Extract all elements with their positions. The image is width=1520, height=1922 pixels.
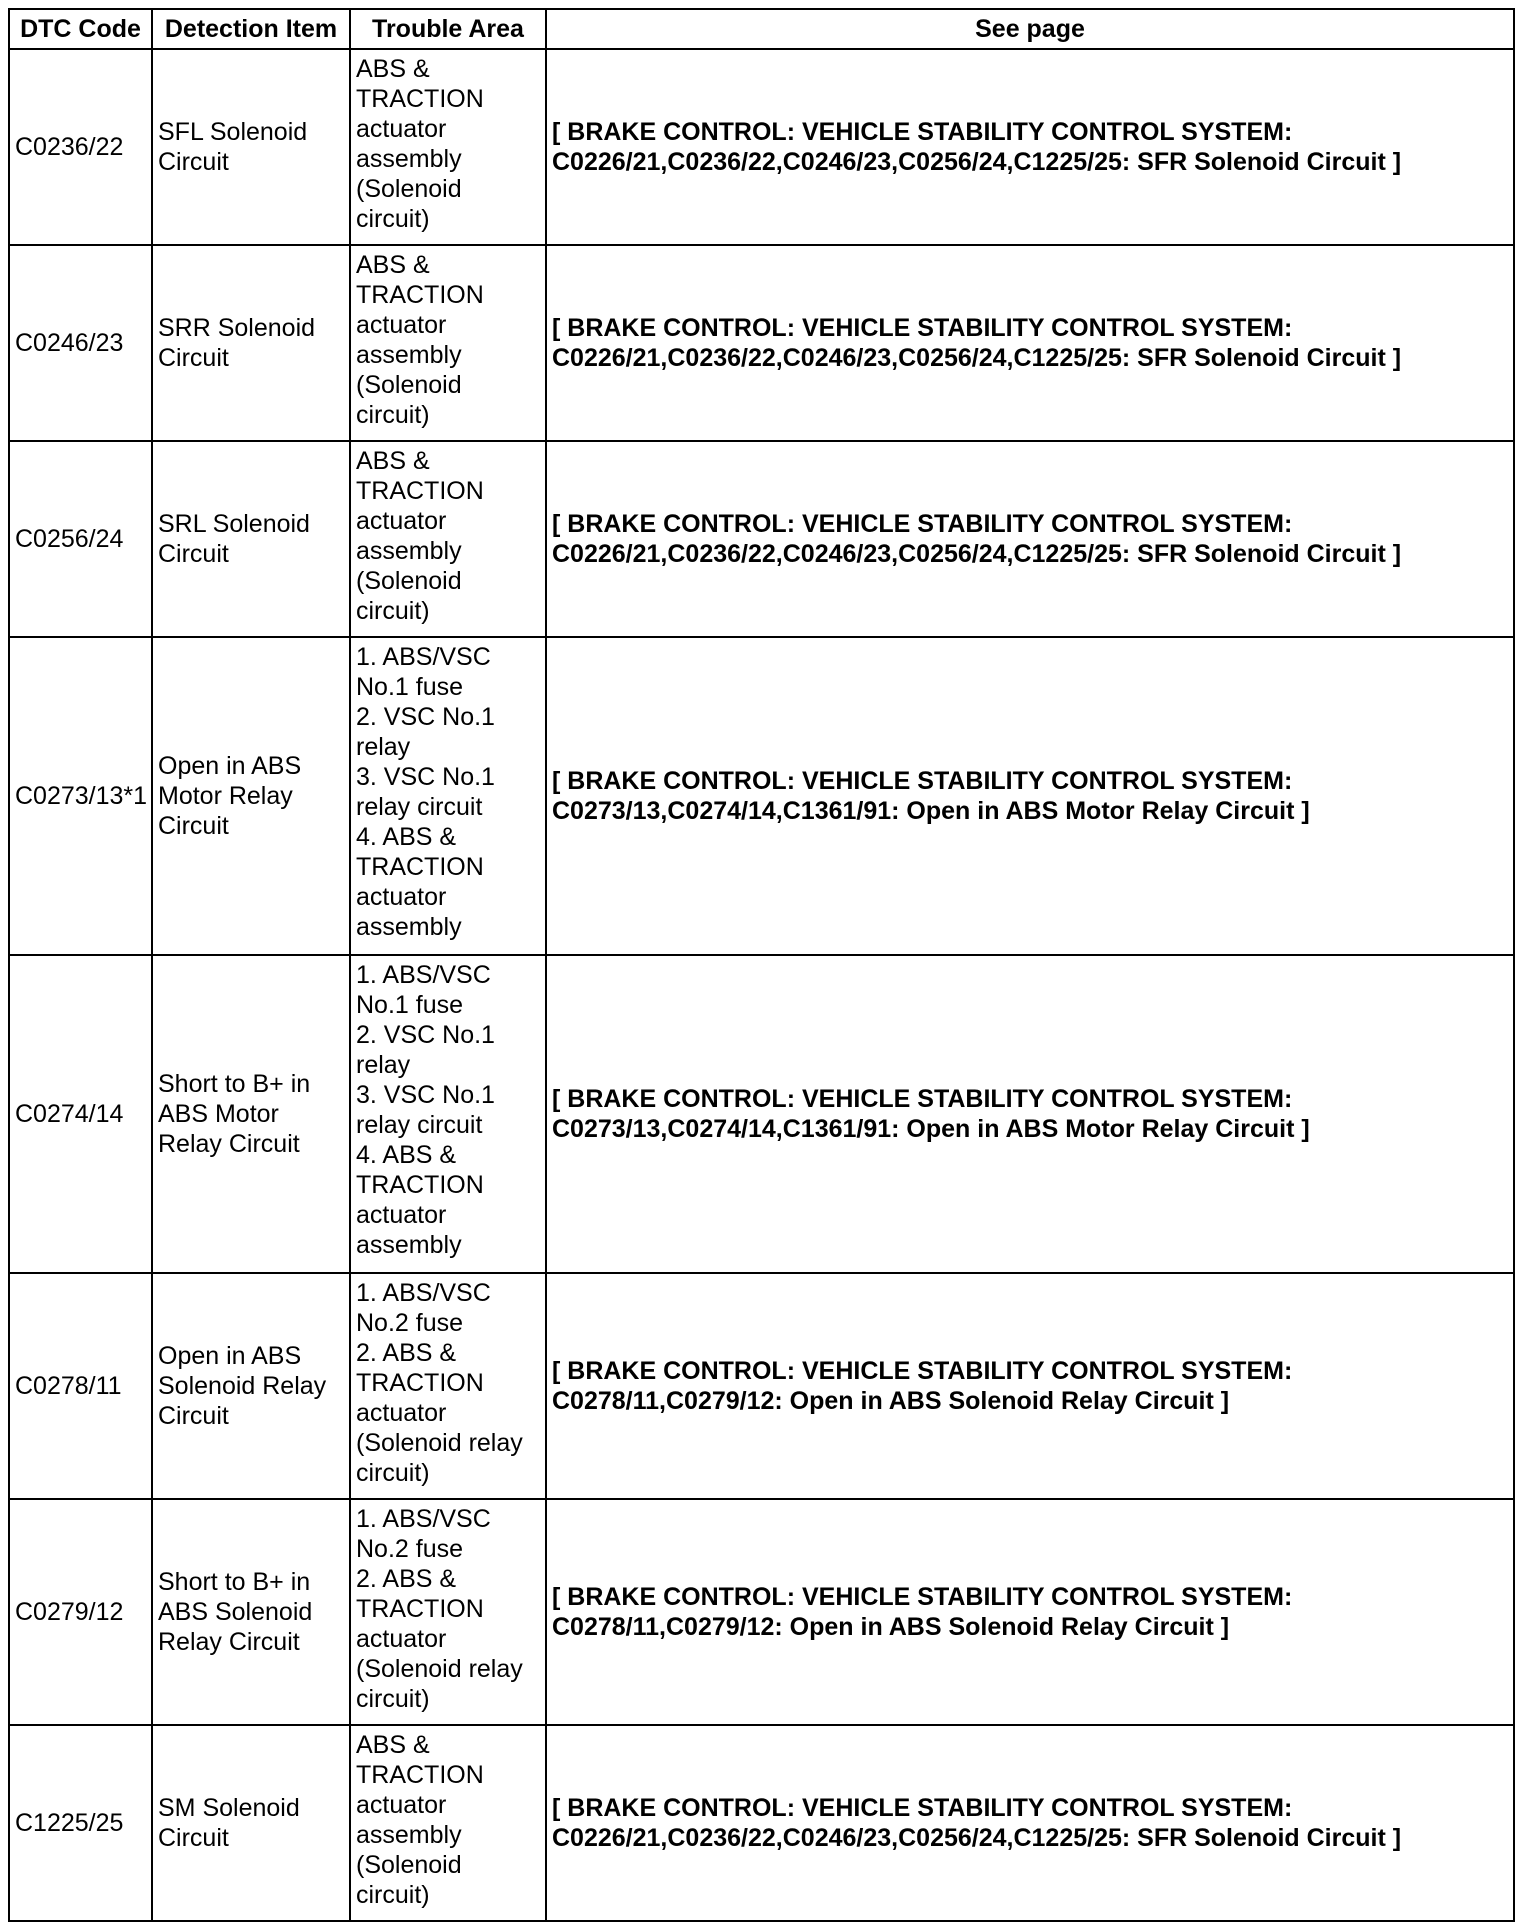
dtc-code: C0274/14 [9,955,152,1273]
dtc-code: C0236/22 [9,49,152,245]
detection-item: SRL Solenoid Circuit [152,441,350,637]
table-row [9,1725,1514,1921]
dtc-code: C0246/23 [9,245,152,441]
dtc-code: C0256/24 [9,441,152,637]
trouble-area: ABS & TRACTION actuator assembly (Solenoid circuit) [350,1725,546,1921]
see-page-link[interactable]: [ BRAKE CONTROL: VEHICLE STABILITY CONTROL SYSTEM: C0226/21,C0236/22,C0246/23,C0256/24,C1225/25: SFR Solenoid Circuit ] [546,1725,1514,1921]
table-row [9,441,1514,637]
header-trouble-area: Trouble Area [350,9,546,49]
see-page-link[interactable]: [ BRAKE CONTROL: VEHICLE STABILITY CONTROL SYSTEM: C0226/21,C0236/22,C0246/23,C0256/24,C1225/25: SFR Solenoid Circuit ] [546,441,1514,637]
header-see-page: See page [546,9,1514,49]
header-detection-item: Detection Item [152,9,350,49]
header-dtc-code: DTC Code [9,9,152,49]
dtc-table-container [8,8,1513,1909]
dtc-code: C0273/13*1 [9,637,152,955]
trouble-area: ABS & TRACTION actuator assembly (Solenoid circuit) [350,49,546,245]
detection-item: SRR Solenoid Circuit [152,245,350,441]
dtc-table [8,8,1515,1922]
detection-item: Short to B+ in ABS Motor Relay Circuit [152,955,350,1273]
table-row [9,1499,1514,1725]
see-page-link[interactable]: [ BRAKE CONTROL: VEHICLE STABILITY CONTROL SYSTEM: C0273/13,C0274/14,C1361/91: Open in ABS Motor Relay Circuit ] [546,955,1514,1273]
trouble-area: 1. ABS/VSC No.2 fuse 2. ABS & TRACTION actuator (Solenoid relay circuit) [350,1273,546,1499]
detection-item: SFL Solenoid Circuit [152,49,350,245]
table-row [9,955,1514,1273]
see-page-link[interactable]: [ BRAKE CONTROL: VEHICLE STABILITY CONTROL SYSTEM: C0278/11,C0279/12: Open in ABS Solenoid Relay Circuit ] [546,1273,1514,1499]
see-page-link[interactable]: [ BRAKE CONTROL: VEHICLE STABILITY CONTROL SYSTEM: C0278/11,C0279/12: Open in ABS Solenoid Relay Circuit ] [546,1499,1514,1725]
trouble-area: 1. ABS/VSC No.1 fuse 2. VSC No.1 relay 3. VSC No.1 relay circuit 4. ABS & TRACTION actuator assembly [350,955,546,1273]
see-page-link[interactable]: [ BRAKE CONTROL: VEHICLE STABILITY CONTROL SYSTEM: C0226/21,C0236/22,C0246/23,C0256/24,C1225/25: SFR Solenoid Circuit ] [546,245,1514,441]
table-row [9,245,1514,441]
trouble-area: 1. ABS/VSC No.1 fuse 2. VSC No.1 relay 3. VSC No.1 relay circuit 4. ABS & TRACTION actuator assembly [350,637,546,955]
see-page-link[interactable]: [ BRAKE CONTROL: VEHICLE STABILITY CONTROL SYSTEM: C0226/21,C0236/22,C0246/23,C0256/24,C1225/25: SFR Solenoid Circuit ] [546,49,1514,245]
table-row [9,1273,1514,1499]
trouble-area: ABS & TRACTION actuator assembly (Solenoid circuit) [350,245,546,441]
dtc-code: C1225/25 [9,1725,152,1921]
see-page-link[interactable]: [ BRAKE CONTROL: VEHICLE STABILITY CONTROL SYSTEM: C0273/13,C0274/14,C1361/91: Open in ABS Motor Relay Circuit ] [546,637,1514,955]
table-row [9,637,1514,955]
detection-item: Open in ABS Motor Relay Circuit [152,637,350,955]
dtc-code: C0279/12 [9,1499,152,1725]
detection-item: SM Solenoid Circuit [152,1725,350,1921]
dtc-code: C0278/11 [9,1273,152,1499]
table-row [9,49,1514,245]
detection-item: Open in ABS Solenoid Relay Circuit [152,1273,350,1499]
trouble-area: ABS & TRACTION actuator assembly (Solenoid circuit) [350,441,546,637]
trouble-area: 1. ABS/VSC No.2 fuse 2. ABS & TRACTION actuator (Solenoid relay circuit) [350,1499,546,1725]
header-row [9,9,1514,49]
detection-item: Short to B+ in ABS Solenoid Relay Circuit [152,1499,350,1725]
